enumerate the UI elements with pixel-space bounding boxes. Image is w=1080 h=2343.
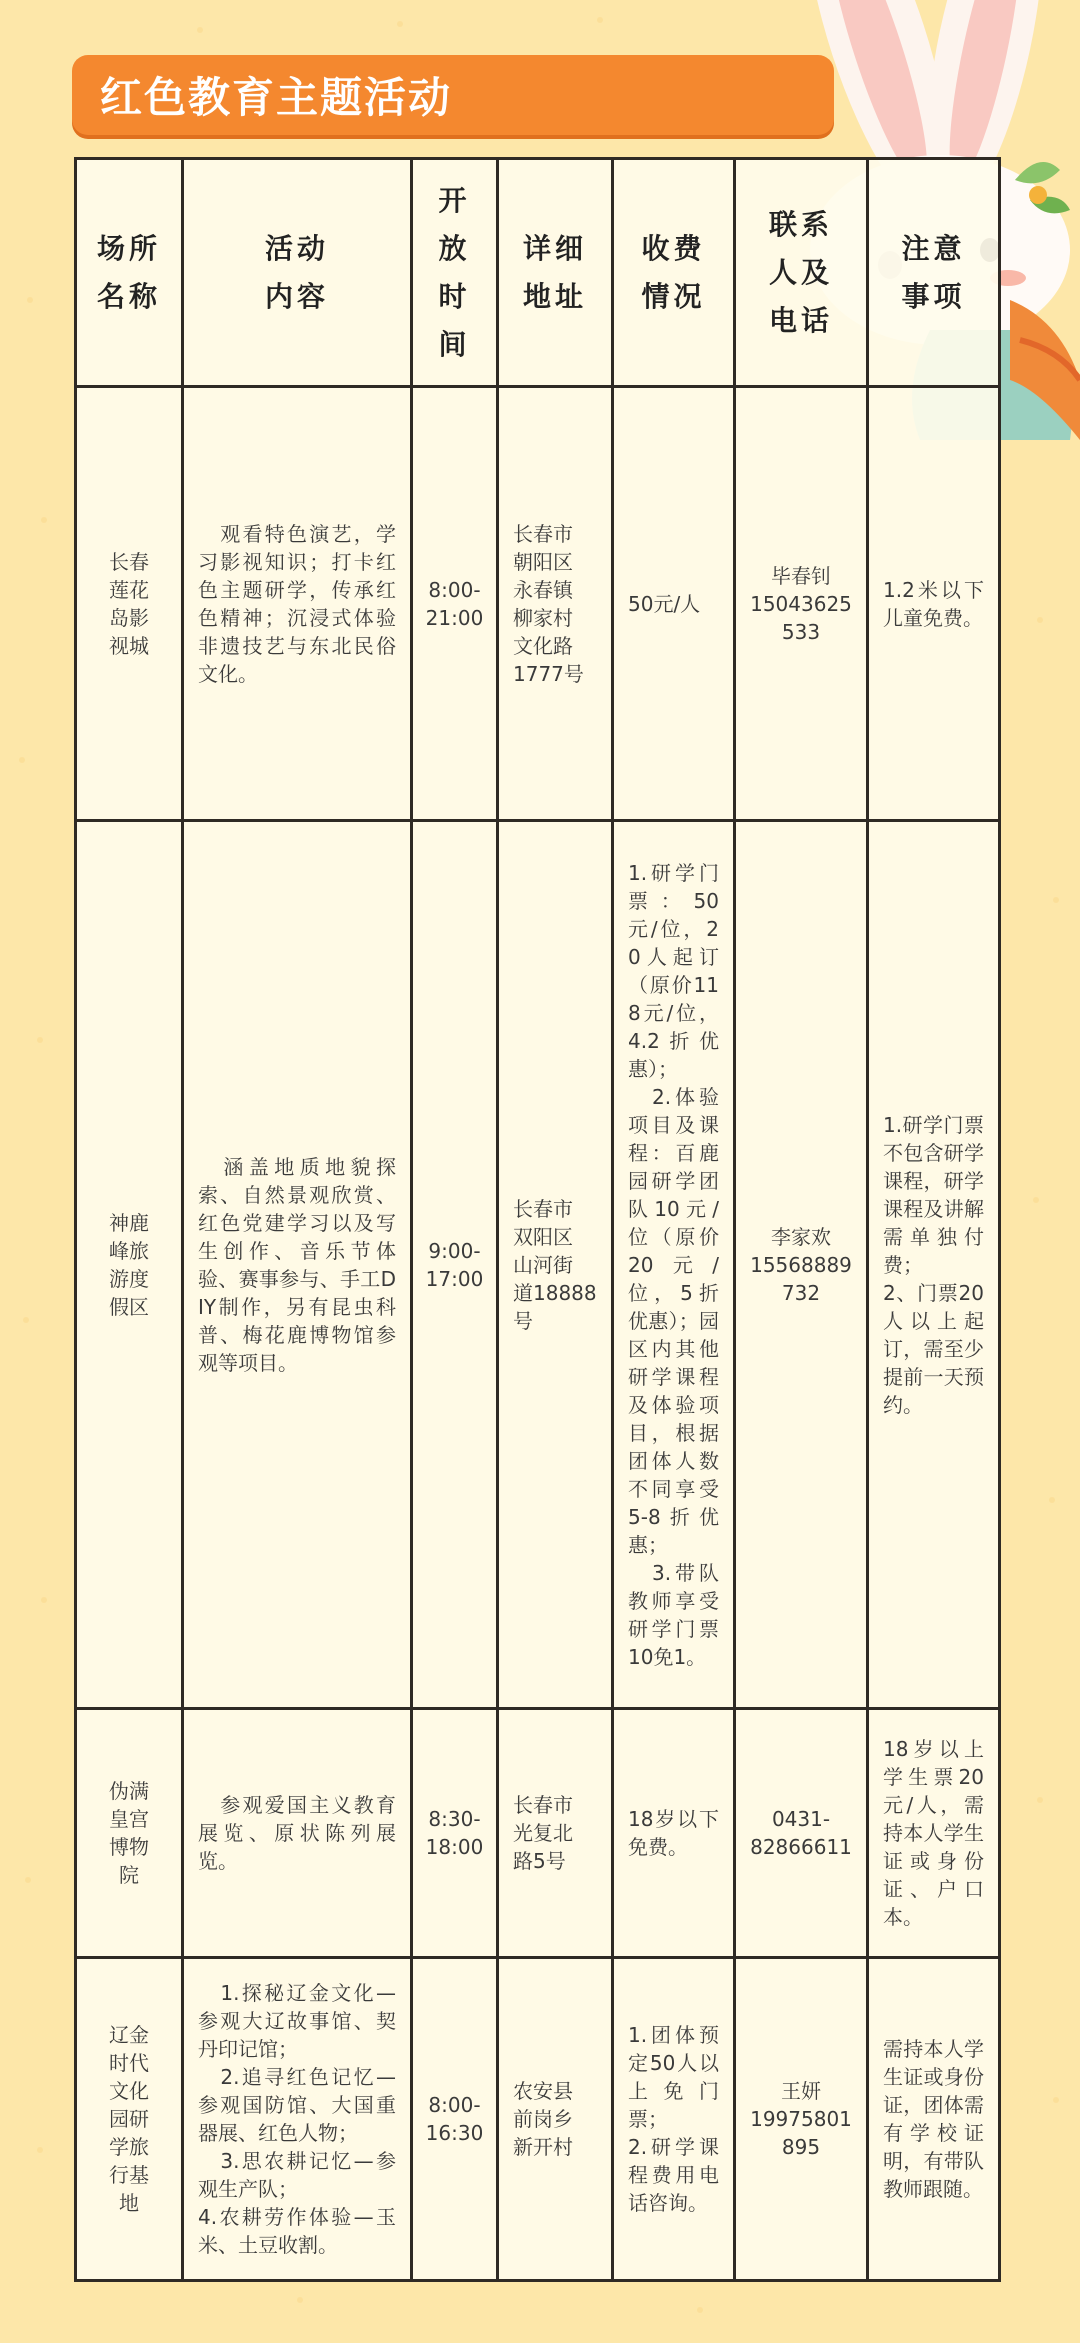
header-notes: 注意 事项 (868, 159, 1000, 387)
fee: 1.团体预定50人以上免门票； 2.研学课程费用电话咨询。 (613, 1958, 735, 2281)
notes: 1.2米以下儿童免费。 (868, 387, 1000, 821)
address: 农安县 前岗乡 新开村 (498, 1958, 613, 2281)
notes: 1.研学门票不包含研学课程，研学课程及讲解需单独付费； 2、门票20人以上起订，需至少提前一天预约。 (868, 821, 1000, 1709)
fee: 1.研学门票：50元/位，20人起订（原价118元/位，4.2折优惠）； 2.体验项目及课程：百鹿园研学团队10元/位（原价20元/位，5折优惠）；园区内其他研学课程及体验项目，根据团体人数不同享受5-8折优惠； 3.带队教师享受研学门票10免1。 (613, 821, 735, 1709)
contact: 0431- 82866611 (735, 1709, 868, 1958)
contact: 李家欢 15568889 732 (735, 821, 868, 1709)
header-fee: 收费 情况 (613, 159, 735, 387)
header-opening-hours: 开 放 时 间 (412, 159, 498, 387)
opening-hours: 8:30- 18:00 (412, 1709, 498, 1958)
fee: 18岁以下免费。 (613, 1709, 735, 1958)
address: 长春市 光复北 路5号 (498, 1709, 613, 1958)
address: 长春市 双阳区 山河街 道18888 号 (498, 821, 613, 1709)
contact: 毕春钊 15043625 533 (735, 387, 868, 821)
table-row (76, 1958, 1000, 2281)
table-row (76, 821, 1000, 1709)
table-row (76, 1709, 1000, 1958)
header-contact: 联系 人及 电话 (735, 159, 868, 387)
activity-content: 涵盖地质地貌探索、自然景观欣赏、红色党建学习以及写生创作、音乐节体验、赛事参与、手工DIY制作，另有昆虫科普、梅花鹿博物馆参观等项目。 (183, 821, 412, 1709)
venue-name: 长春 莲花 岛影 视城 (76, 387, 183, 821)
notes: 需持本人学生证或身份证，团体需有学校证明，有带队教师跟随。 (868, 1958, 1000, 2281)
activity-table (74, 157, 1001, 2282)
opening-hours: 9:00- 17:00 (412, 821, 498, 1709)
contact: 王妍 19975801 895 (735, 1958, 868, 2281)
table-row (76, 387, 1000, 821)
notes: 18岁以上学生票20元/人，需持本人学生证或身份证、户口本。 (868, 1709, 1000, 1958)
activity-content: 参观爱国主义教育展览、原状陈列展览。 (183, 1709, 412, 1958)
opening-hours: 8:00- 16:30 (412, 1958, 498, 2281)
fee: 50元/人 (613, 387, 735, 821)
venue-name: 伪满 皇宫 博物 院 (76, 1709, 183, 1958)
header-address: 详细 地址 (498, 159, 613, 387)
header-activity-content: 活动 内容 (183, 159, 412, 387)
opening-hours: 8:00- 21:00 (412, 387, 498, 821)
table-header-row (76, 159, 1000, 387)
address: 长春市 朝阳区 永春镇 柳家村 文化路 1777号 (498, 387, 613, 821)
venue-name: 神鹿 峰旅 游度 假区 (76, 821, 183, 1709)
activity-content: 观看特色演艺，学习影视知识；打卡红色主题研学，传承红色精神；沉浸式体验非遗技艺与东北民俗文化。 (183, 387, 412, 821)
page-title: 红色教育主题活动 (100, 73, 453, 122)
activity-content: 1.探秘辽金文化—参观大辽故事馆、契丹印记馆； 2.追寻红色记忆—参观国防馆、大国重器展、红色人物； 3.思农耕记忆—参观生产队； 4.农耕劳作体验—玉米、土豆收割。 (183, 1958, 412, 2281)
venue-name: 辽金 时代 文化 园研 学旅 行基 地 (76, 1958, 183, 2281)
header-venue-name: 场所 名称 (76, 159, 183, 387)
